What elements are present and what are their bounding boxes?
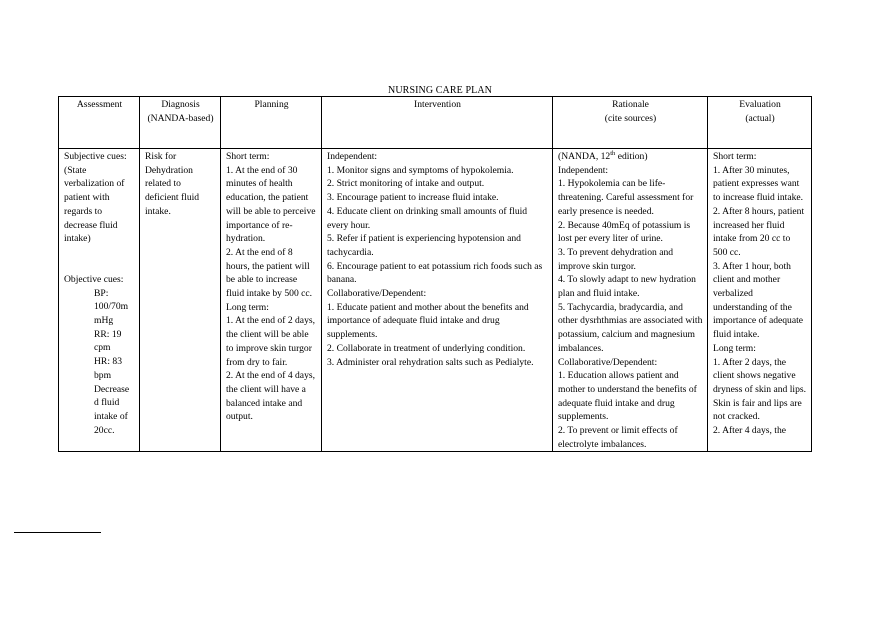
objective-item: BP: 100/70m mHg	[94, 287, 129, 327]
objective-item: Decrease d fluid intake of 20cc.	[94, 383, 130, 436]
care-plan-table	[58, 96, 812, 452]
body-row	[59, 149, 812, 452]
intervention-item: 4. Educate client on drinking small amounts of fluid every hour.	[327, 205, 528, 231]
evaluation-long-label: Long term:	[713, 342, 756, 354]
evaluation-short-label: Short term:	[713, 151, 757, 162]
rationale-item: 3. To prevent dehydration and improve skin turgor.	[558, 246, 674, 272]
intervention-item: 3. Encourage patient to increase fluid intake.	[327, 192, 499, 204]
header-intervention: Intervention	[322, 97, 553, 149]
subjective-text: (State verbalization of patient with regards to decrease fluid intake)	[64, 164, 125, 245]
objective-item: RR: 19 cpm	[94, 328, 122, 354]
rationale-item: 5. Tachycardia, bradycardia, and other dysrhthmias are associated with potassium, calcium and magnesium imbalances.	[558, 301, 703, 354]
rationale-collab-label: Collaborative/Dependent:	[558, 356, 658, 368]
planning-short-label: Short term:	[226, 151, 270, 162]
evaluation-cell	[708, 149, 812, 452]
planning-long-label: Long term:	[226, 301, 269, 313]
evaluation-item: 1. After 2 days, the client shows negative dryness of skin and lips. Skin is fair and lips are not cracked.	[713, 356, 807, 423]
intervention-item: 1. Educate patient and mother about the benefits and importance of adequate fluid intake and drug supplements.	[327, 301, 529, 341]
subjective-label: Subjective cues:	[64, 151, 127, 162]
evaluation-item: 2. After 8 hours, patient increased her fluid intake from 20 cc to 500 cc.	[713, 205, 805, 258]
rationale-item: 1. Education allows patient and mother to understand the benefits of adequate fluid intake and drug supplements.	[558, 370, 697, 423]
header-planning: Planning	[221, 97, 322, 149]
evaluation-item: 3. After 1 hour, both client and mother verbalized understanding of the importance of adequate fluid intake.	[713, 260, 804, 341]
rationale-item: 1. Hypokolemia can be life-threatening. Careful assessment for early presence is needed.	[558, 178, 694, 217]
objective-label: Objective cues:	[64, 273, 124, 285]
planning-item: 1. At the end of 2 days, the client will be able to improve skin turgor from dry to fair.	[226, 315, 315, 368]
planning-item: 1. At the end of 30 minutes of health education, the patient will be able to perceive importance of re-hydration.	[226, 164, 316, 245]
header-rationale: Rationale (cite sources)	[553, 97, 708, 149]
planning-item: 2. At the end of 8 hours, the patient will be able to increase fluid intake by 500 cc.	[226, 246, 313, 300]
assessment-cell	[59, 149, 140, 452]
evaluation-item: 1. After 30 minutes, patient expresses want to increase fluid intake.	[713, 164, 804, 204]
planning-cell	[221, 149, 322, 452]
planning-item: 2. At the end of 4 days, the client will have a balanced intake and output.	[226, 370, 315, 423]
intervention-item: 5. Refer if patient is experiencing hypotension and tachycardia.	[327, 233, 521, 258]
intervention-cell	[322, 149, 553, 452]
intervention-item: 2. Collaborate in treatment of underlying condition.	[327, 342, 526, 354]
intervention-item: 1. Monitor signs and symptoms of hypokolemia.	[327, 164, 514, 176]
intervention-item: 3. Administer oral rehydration salts such as Pedialyte.	[327, 356, 534, 368]
header-diagnosis: Diagnosis (NANDA-based)	[140, 97, 221, 149]
header-row	[59, 97, 812, 149]
evaluation-item: 2. After 4 days, the	[713, 425, 787, 437]
footnote-separator	[14, 532, 101, 533]
header-assessment: Assessment	[59, 97, 140, 149]
diagnosis-text: Risk for Dehydration related to deficient fluid intake.	[145, 151, 200, 217]
rationale-independent-label: Independent:	[558, 164, 609, 176]
header-evaluation: Evaluation (actual)	[708, 97, 812, 149]
rationale-item: 2. Because 40mEq of potassium is lost per every liter of urine.	[558, 219, 691, 245]
rationale-item: 2. To prevent or limit effects of electrolyte imbalances.	[558, 425, 678, 450]
intervention-independent-label: Independent:	[327, 151, 378, 162]
rationale-cell	[553, 149, 708, 452]
rationale-source: (NANDA, 12th edition)	[558, 149, 648, 162]
diagnosis-cell	[140, 149, 221, 452]
intervention-item: 6. Encourage patient to eat potassium rich foods such as banana.	[327, 260, 543, 286]
page-title: NURSING CARE PLAN	[388, 85, 492, 96]
rationale-item: 4. To slowly adapt to new hydration plan and fluid intake.	[558, 274, 696, 300]
intervention-collab-label: Collaborative/Dependent:	[327, 288, 427, 300]
objective-item: HR: 83 bpm	[94, 356, 122, 381]
intervention-item: 2. Strict monitoring of intake and output.	[327, 178, 485, 190]
